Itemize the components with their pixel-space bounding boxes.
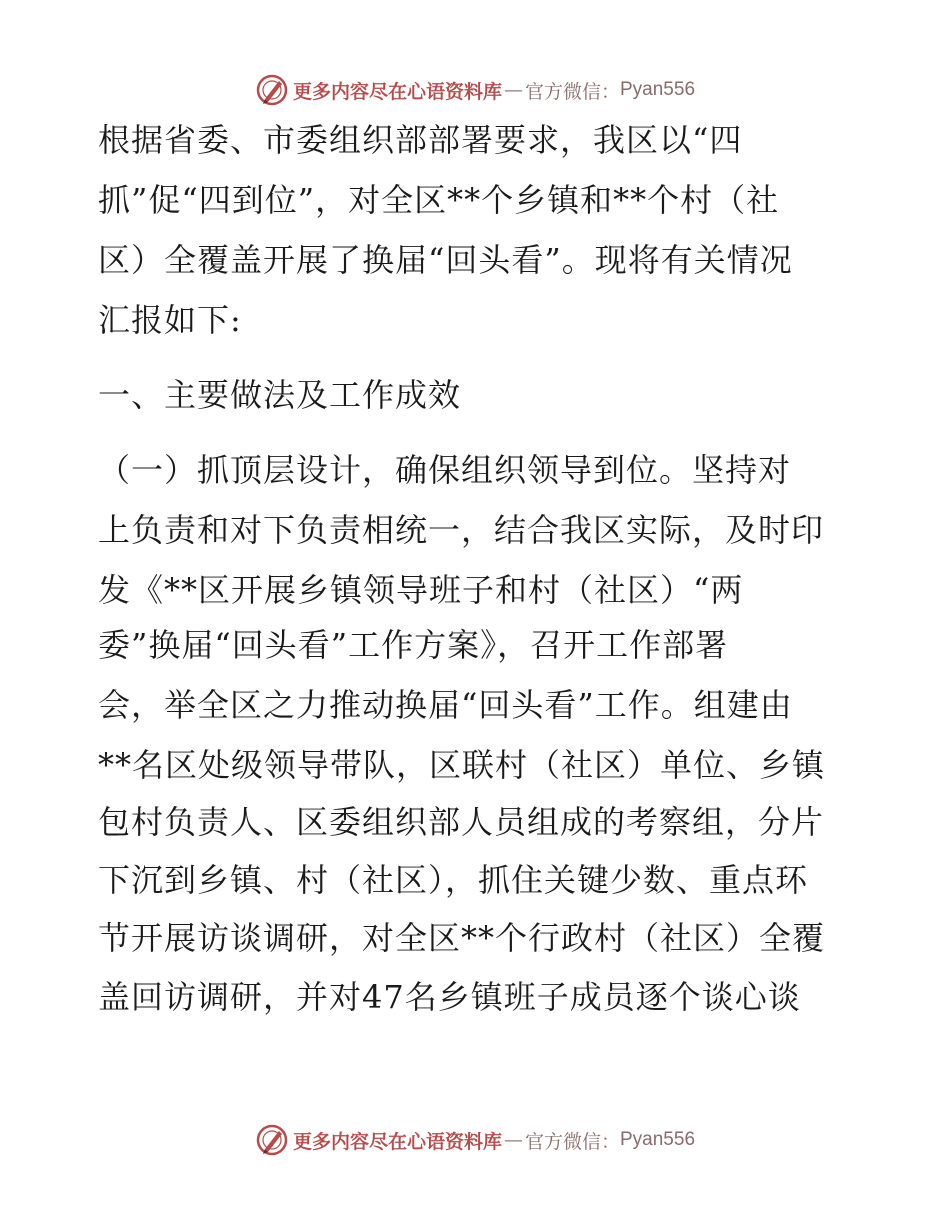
body-line: 节开展访谈调研，对全区**个行政村（社区）全覆 [98, 919, 826, 957]
body-line: **名区处级领导带队，区联村（社区）单位、乡镇 [98, 746, 826, 784]
header-tagline: 官方微信： [524, 80, 620, 103]
header-wechat-id: Pyan556 [620, 79, 696, 100]
body-line: 根据省委、市委组织部部署要求，我区以“四 [98, 121, 743, 159]
body-line: 会，举全区之力推动换届“回头看”工作。组建由 [98, 686, 793, 724]
body-line: （一）抓顶层设计，确保组织领导到位。坚持对 [98, 451, 792, 489]
section-heading: 一、主要做法及工作成效 [98, 376, 462, 414]
body-line: 发《**区开展乡镇领导班子和村（社区）“两 [98, 571, 744, 609]
body-line: 汇报如下: [98, 301, 242, 339]
header-banner [0, 70, 950, 110]
body-line: 区）全覆盖开展了换届“回头看”。现将有关情况 [98, 241, 793, 279]
footer-tagline: 官方微信： [524, 1130, 620, 1153]
pen-logo-icon [255, 73, 289, 107]
footer-banner [0, 1120, 950, 1160]
pen-logo-icon [255, 1123, 289, 1157]
body-line: 抓”促“四到位”，对全区**个乡镇和**个村（社 [98, 181, 780, 219]
body-line: 下沉到乡镇、村（社区），抓住关键少数、重点环 [98, 861, 809, 899]
body-line: 包村负责人、区委组织部人员组成的考察组，分片 [98, 803, 825, 841]
footer-wechat-id: Pyan556 [620, 1129, 696, 1150]
body-line: 盖回访调研，并对47名乡镇班子成员逐个谈心谈 [98, 978, 801, 1016]
body-line: 委”换届“回头看”工作方案》，召开工作部署 [98, 626, 729, 664]
header-brand-text: 更多内容尽在心语资料库 [292, 80, 502, 103]
body-line: 上负责和对下负责相统一，结合我区实际，及时印 [98, 511, 825, 549]
footer-brand-text: 更多内容尽在心语资料库 [292, 1130, 502, 1153]
header-dash: — [503, 79, 523, 101]
footer-dash: — [503, 1129, 523, 1151]
